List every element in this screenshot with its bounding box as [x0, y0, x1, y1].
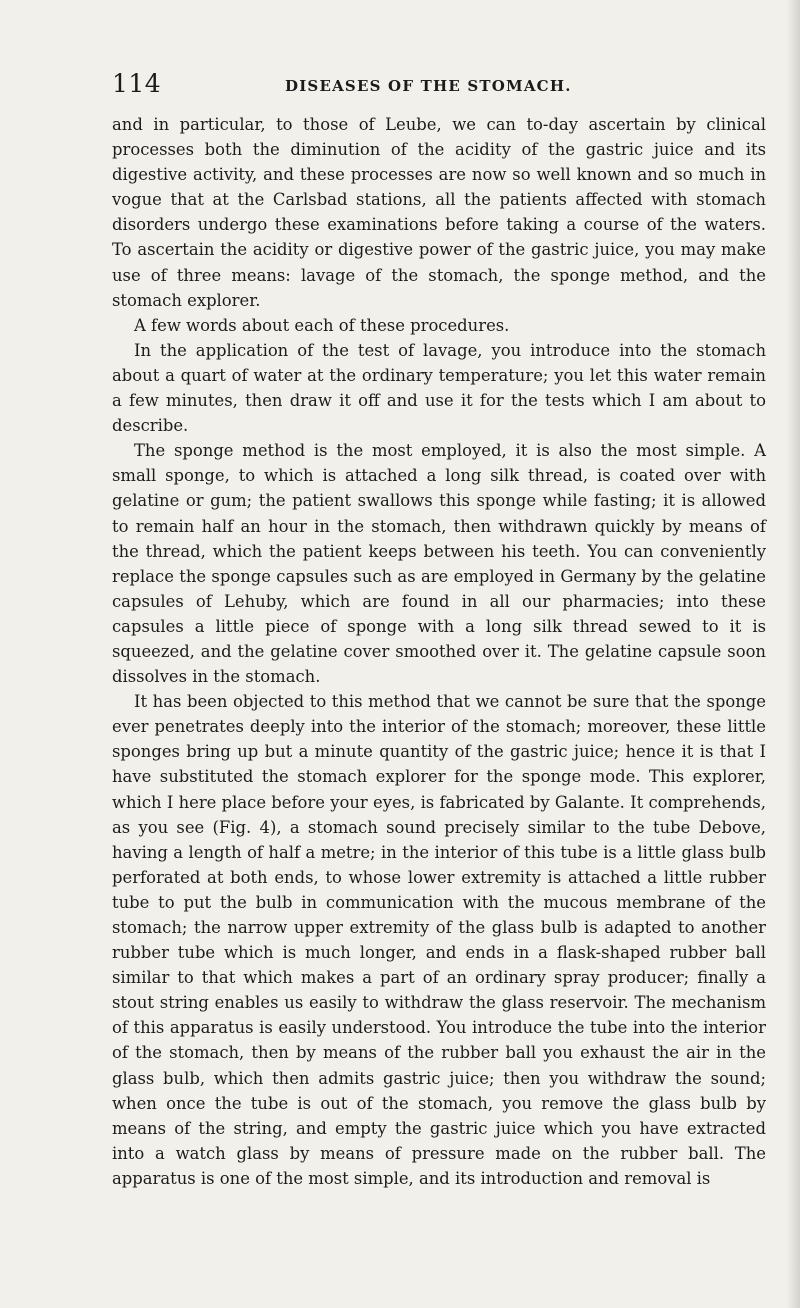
paragraph: It has been objected to this method that we cannot be sure that the sponge ever penetrates deeply into the interior of the stomach; moreover, these little sponges bring up but a minute quantity of the gastric juice; hence it is that I have substituted the stomach explorer for the sponge mode. This explorer, which I here place before your eyes, is fabricated by Galante. It comprehends, as you see (Fig. 4), a stomach sound precisely similar to the tube Debove, having a length of half a metre; in the interior of this tube is a little glass bulb perforated at both ends, to whose lower extremity is attached a little rubber tube to put the bulb in communication with the mucous membrane of the stomach; the narrow upper extremity of the glass bulb is adapted to another rubber tube which is much longer, and ends in a flask-shaped rubber ball similar to that which makes a part of an ordinary spray producer; finally a stout string enables us easily to withdraw the glass reservoir. The mechanism of this apparatus is easily understood. You introduce the tube into the interior of the stomach, then by means of the rubber ball you exhaust the air in the glass bulb, which then admits gastric juice; then you withdraw the sound; when once the tube is out of the stomach, you remove the glass bulb by means of the string, and empty the gastric juice which you have extracted into a watch glass by means of pressure made on the rubber ball. The apparatus is one of the most simple, and its introduction and removal is [112, 692, 766, 1188]
paragraph: and in particular, to those of Leube, we can to-day ascertain by clinical processes both the diminution of the acidity of the gastric juice and its digestive activity, and these processes are now so well known and so much in vogue that at the Carlsbad stations, all the patients affected with stomach disorders undergo these examinations before taking a course of the waters. To ascertain the acidity or digestive power of the gastric juice, you may make use of three means: lavage of the stomach, the sponge method, and the stomach explorer. [112, 115, 766, 310]
page-number: 114 [112, 69, 162, 98]
paragraph: The sponge method is the most employed, it is also the most simple. A small sponge, to which is attached a long silk thread, is coated over with gelatine or gum; the patient swallows this sponge while fasting; it is allowed to remain half an hour in the stomach, then withdrawn quickly by means of the thread, which the patient keeps between his teeth. You can conveniently replace the sponge capsules such as are employed in Germany by the gelatine capsules of Lehuby, which are found in all our pharmacies; into these capsules a little piece of sponge with a long silk thread sewed to it is squeezed, and the gelatine cover smoothed over it. The gelatine capsule soon dissolves in the stomach. [112, 441, 766, 687]
body-text [112, 112, 766, 1191]
paragraph: In the application of the test of lavage, you introduce into the stomach about a quart of water at the ordinary temperature; you let this water remain a few minutes, then draw it off and use it for the tests which I am about to describe. [112, 340, 766, 436]
running-head: DISEASES OF THE STOMACH. [285, 77, 572, 95]
page-header [112, 64, 672, 104]
paragraph: A few words about each of these procedures. [134, 315, 510, 335]
page-edge-shadow [786, 0, 800, 1308]
